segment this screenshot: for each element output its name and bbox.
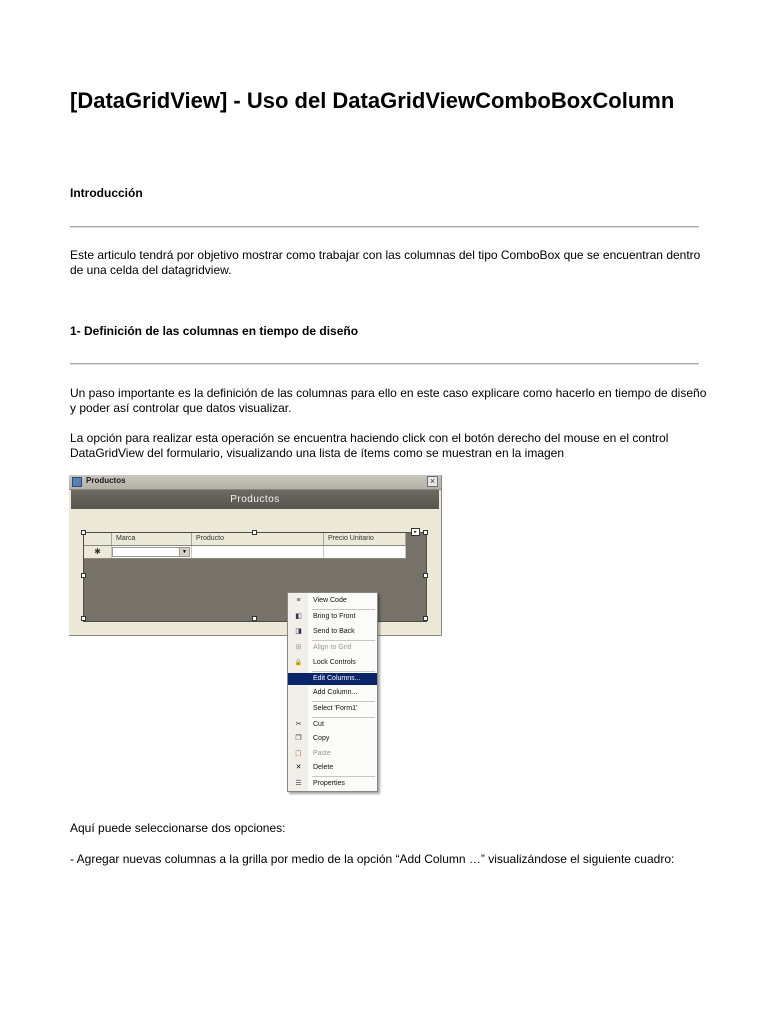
menu-item-delete[interactable]: ✕ Delete <box>295 764 334 771</box>
menu-separator <box>312 609 375 610</box>
menu-item-paste[interactable]: 📋 Paste <box>294 750 331 757</box>
lock-icon: 🔒 <box>294 660 303 666</box>
menu-item-view-code[interactable]: ≡ View Code <box>288 595 377 607</box>
grid-header-row <box>84 533 406 546</box>
paragraph-opcion: La opción para realizar esta operación se encuentra haciendo click con el botón derecho del mouse en el control DataGridView del formulario, visualizando una lista de ítems como se muestran en la imagen <box>70 431 669 460</box>
menu-item-properties[interactable]: ☰ Properties <box>295 780 345 787</box>
resize-handle[interactable] <box>252 530 257 535</box>
scissors-icon: ✂ <box>295 721 302 728</box>
properties-icon: ☰ <box>295 780 302 787</box>
resize-handle[interactable] <box>81 616 86 621</box>
resize-handle[interactable] <box>81 573 86 578</box>
align-to-grid-icon: ⊞ <box>295 644 302 651</box>
form-header-label: Productos <box>71 490 439 509</box>
intro-paragraph: Este articulo tendrá por objetivo mostrar como trabajar con las columnas del tipo ComboBox que se encuentran dentro de una celda del datagridview. <box>70 248 701 277</box>
window-title: Productos <box>86 476 126 485</box>
section-heading-introduccion: Introducción <box>70 186 143 200</box>
resize-handle[interactable] <box>252 616 257 621</box>
context-menu <box>287 592 378 792</box>
cell-precio-unitario[interactable] <box>324 546 406 558</box>
column-header-precio-unitario[interactable]: Precio Unitario <box>324 533 406 545</box>
copy-icon: ❐ <box>295 735 302 742</box>
menu-item-edit-columns[interactable]: Edit Columns... <box>288 673 377 685</box>
marca-combobox[interactable] <box>112 547 190 557</box>
section-heading-definicion: 1- Definición de las columnas en tiempo de diseño <box>70 324 359 338</box>
divider <box>70 363 699 365</box>
window-titlebar <box>69 475 441 490</box>
chevron-down-icon[interactable]: ▼ <box>179 548 189 556</box>
menu-separator <box>312 717 375 718</box>
paste-icon: 📋 <box>294 751 303 757</box>
column-header-producto[interactable]: Producto <box>192 533 324 545</box>
menu-item-lock-controls[interactable]: 🔒 Lock Controls <box>294 659 356 666</box>
screenshot-figure <box>69 475 475 805</box>
resize-handle[interactable] <box>423 616 428 621</box>
menu-item-cut[interactable]: ✂ Cut <box>295 721 324 728</box>
row-header-corner <box>84 533 112 545</box>
paragraph-definicion: Un paso importante es la definición de las columnas para ello en este caso explicare como hacerlo en tiempo de diseño y poder así controlar que datos visualizar. <box>70 386 707 415</box>
menu-item-align-to-grid[interactable]: ⊞ Align to Grid <box>295 644 352 651</box>
menu-separator <box>312 776 375 777</box>
resize-handle[interactable] <box>423 530 428 535</box>
menu-item-send-to-back[interactable]: ◨ Send to Back <box>295 628 355 635</box>
close-icon[interactable]: × <box>427 476 438 487</box>
menu-item-copy[interactable]: ❐ Copy <box>295 735 330 742</box>
page-title: [DataGridView] - Uso del DataGridViewComboBoxColumn <box>70 88 675 113</box>
resize-handle[interactable] <box>423 573 428 578</box>
send-to-back-icon: ◨ <box>295 628 302 635</box>
smart-tag-icon[interactable]: ▸ <box>411 528 420 536</box>
form-icon <box>72 477 82 487</box>
column-header-marca[interactable]: Marca <box>112 533 192 545</box>
paragraph-opciones: Aquí puede seleccionarse dos opciones: <box>70 821 286 835</box>
menu-item-add-column[interactable]: Add Column... <box>313 689 358 696</box>
divider <box>70 226 699 228</box>
view-code-icon: ≡ <box>296 597 301 604</box>
form-window <box>69 475 442 636</box>
bring-to-front-icon: ◧ <box>295 613 302 620</box>
menu-separator <box>312 671 375 672</box>
cell-producto[interactable] <box>192 546 324 558</box>
menu-item-select-form1[interactable]: Select 'Form1' <box>313 705 358 712</box>
delete-icon: ✕ <box>295 764 302 771</box>
menu-separator <box>312 640 375 641</box>
resize-handle[interactable] <box>81 530 86 535</box>
menu-item-bring-to-front[interactable]: ◧ Bring to Front <box>295 613 356 620</box>
menu-separator <box>312 701 375 702</box>
new-row-marker-icon: ✱ <box>84 546 112 558</box>
paragraph-add-column: - Agregar nuevas columnas a la grilla por medio de la opción “Add Column …” visualizándose el siguiente cuadro: <box>70 852 675 866</box>
